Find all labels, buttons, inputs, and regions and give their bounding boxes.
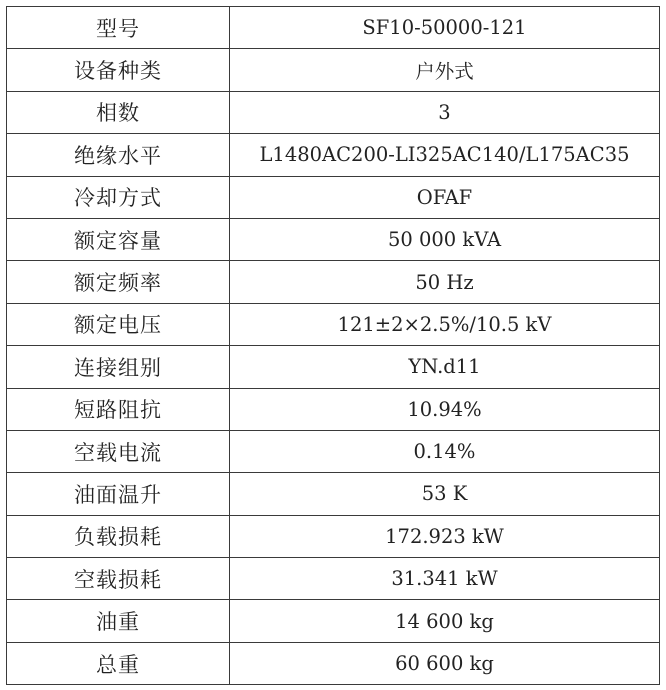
- row-equipment-type-value: 户外式: [230, 49, 660, 91]
- table-row: [7, 218, 660, 260]
- table-row: [7, 176, 660, 218]
- row-short-circuit-impedance-label: 短路阻抗: [7, 388, 230, 430]
- row-rated-frequency-label: 额定频率: [7, 261, 230, 303]
- table-row: [7, 303, 660, 345]
- table-row: [7, 600, 660, 642]
- table-row: [7, 134, 660, 176]
- row-oil-weight-value: 14 600 kg: [230, 600, 660, 642]
- row-no-load-loss-label: 空载损耗: [7, 558, 230, 600]
- row-oil-temperature-rise-value: 53 K: [230, 473, 660, 515]
- row-phases-value: 3: [230, 91, 660, 133]
- table-row: [7, 473, 660, 515]
- row-total-weight-value: 60 600 kg: [230, 642, 660, 684]
- row-vector-group-value: YN.d11: [230, 346, 660, 388]
- row-phases-label: 相数: [7, 91, 230, 133]
- table-row: [7, 642, 660, 684]
- table-row: [7, 261, 660, 303]
- row-rated-capacity-value: 50 000 kVA: [230, 218, 660, 260]
- row-model-label: 型号: [7, 7, 230, 49]
- row-total-weight-label: 总重: [7, 642, 230, 684]
- row-load-loss-label: 负载损耗: [7, 515, 230, 557]
- row-cooling-method-label: 冷却方式: [7, 176, 230, 218]
- row-equipment-type-label: 设备种类: [7, 49, 230, 91]
- row-cooling-method-value: OFAF: [230, 176, 660, 218]
- row-no-load-current-label: 空载电流: [7, 430, 230, 472]
- spec-table-body: [7, 7, 660, 685]
- row-no-load-loss-value: 31.341 kW: [230, 558, 660, 600]
- row-load-loss-value: 172.923 kW: [230, 515, 660, 557]
- table-row: [7, 49, 660, 91]
- row-rated-capacity-label: 额定容量: [7, 218, 230, 260]
- row-vector-group-label: 连接组别: [7, 346, 230, 388]
- table-row: [7, 7, 660, 49]
- row-oil-temperature-rise-label: 油面温升: [7, 473, 230, 515]
- row-insulation-level-value: L1480AC200-LI325AC140/L175AC35: [230, 134, 660, 176]
- row-insulation-level-label: 绝缘水平: [7, 134, 230, 176]
- row-rated-voltage-label: 额定电压: [7, 303, 230, 345]
- row-model-value: SF10-50000-121: [230, 7, 660, 49]
- table-row: [7, 430, 660, 472]
- row-short-circuit-impedance-value: 10.94%: [230, 388, 660, 430]
- transformer-spec-table: [6, 6, 660, 685]
- row-rated-frequency-value: 50 Hz: [230, 261, 660, 303]
- row-rated-voltage-value: 121±2×2.5%/10.5 kV: [230, 303, 660, 345]
- row-oil-weight-label: 油重: [7, 600, 230, 642]
- table-row: [7, 346, 660, 388]
- table-row: [7, 558, 660, 600]
- table-row: [7, 91, 660, 133]
- table-row: [7, 388, 660, 430]
- table-row: [7, 515, 660, 557]
- row-no-load-current-value: 0.14%: [230, 430, 660, 472]
